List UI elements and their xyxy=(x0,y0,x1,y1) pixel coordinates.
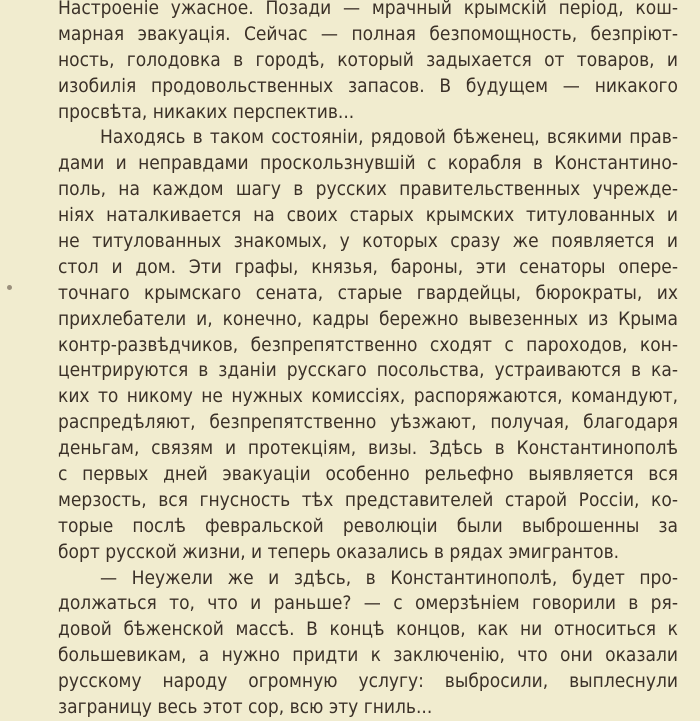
text-line: точнаго крымскаго сената, старые гвардейцы, бюрократы, их xyxy=(58,281,678,304)
text-line: прихлебатели и, конечно, кадры бережно вывезенных из Крыма xyxy=(58,307,678,330)
text-line: поль, на каждом шагу в русских правительственных учрежде- xyxy=(58,178,678,201)
text-line: контр-развѣдчиков, безпрепятственно сходят с пароходов, кон- xyxy=(58,333,678,356)
text-line: Настроеніе ужасное. Позади — мрачный крымскій період, кош- xyxy=(58,0,678,19)
text-line: борт русской жизни, и теперь оказались в рядах эмигрантов. xyxy=(58,540,620,563)
text-line: изобилія продовольственных запасов. В будущем — никакого xyxy=(58,74,678,97)
text-line: просвѣта, никаких перспектив... xyxy=(58,100,355,123)
text-line: ніях наталкивается на своих старых крымских титулованных и xyxy=(58,204,678,227)
paragraph-3 xyxy=(58,566,678,721)
text-line: Находясь в таком состояніи, рядовой бѣженец, всякими прав- xyxy=(100,126,678,149)
margin-dot xyxy=(7,285,12,290)
text-line: не титулованных знакомых, у которых сразу же появляется и xyxy=(58,230,678,253)
text-line: марная эвакуація. Сейчас — полная безпомощность, безпріют- xyxy=(58,22,678,45)
text-line: центрируются в зданіи русскаго посольства, устраиваются в ка- xyxy=(58,359,678,382)
text-line: русскому народу огромную услугу: выбросили, выплеснули xyxy=(58,670,678,693)
text-line: стол и дом. Эти графы, князья, бароны, эти сенаторы опере- xyxy=(58,255,678,278)
text-line: большевикам, а нужно придти к заключенію, что они оказали xyxy=(58,644,678,667)
page-text xyxy=(58,0,678,721)
text-line: должаться то, что и раньше? — с омерзѣніем говорили в ря- xyxy=(58,592,678,615)
text-line: ность, голодовка в городѣ, который задыхается от товаров, и xyxy=(58,48,678,71)
text-line: заграницу весь этот сор, всю эту гниль... xyxy=(58,696,433,719)
paragraph-1 xyxy=(58,0,678,125)
text-line: — Неужели же и здѣсь, в Константинополѣ, будет про- xyxy=(100,566,678,589)
text-line: распредѣляют, безпрепятственно уѣзжают, получая, благодаря xyxy=(58,411,678,434)
paragraph-2 xyxy=(58,125,678,565)
text-line: мерзость, вся гнусность тѣх представителей старой Россіи, ко- xyxy=(58,488,678,511)
text-line: ких то никому не нужных комиссіях, распоряжаются, командуют, xyxy=(58,385,678,408)
text-line: довой бѣженской массѣ. В концѣ концов, как ни относиться к xyxy=(58,618,678,641)
text-line: дами и неправдами проскользнувшій с корабля в Константино- xyxy=(58,152,678,175)
text-line: деньгам, связям и протекціям, визы. Здѣсь в Константинополѣ xyxy=(58,437,678,460)
text-line: с первых дней эвакуаціи особенно рельефно выявляется вся xyxy=(58,463,678,486)
text-line: торые послѣ февральской революціи были выброшенны за xyxy=(58,514,678,537)
